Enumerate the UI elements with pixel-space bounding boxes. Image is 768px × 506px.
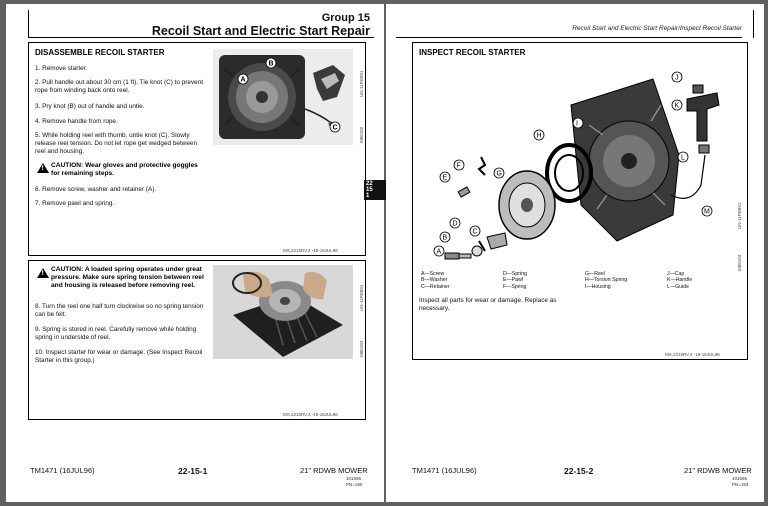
step-6: 6. Remove screw, washer and retainer (A). [35, 186, 157, 193]
step-10: 10. Inspect starter for wear or damage. (See Inspect Recoil Starter in this group.) [35, 349, 203, 365]
header-rule [28, 10, 29, 38]
caution-goggles: CAUTION: Wear gloves and protective goggles for remaining steps. [51, 162, 198, 178]
step-4: 4. Remove handle from rope. [35, 118, 118, 125]
warning-icon [37, 163, 49, 173]
photo-code-date: UN-11FEB91 [737, 202, 742, 229]
header-rule [753, 10, 754, 38]
svg-text:A: A [436, 248, 442, 256]
warning-icon [37, 268, 49, 278]
svg-text:C: C [472, 228, 478, 236]
legend-item: E—Pawl [503, 277, 523, 284]
footer-code: MX,2215RV,4 -19-16JUL96 [665, 352, 720, 357]
right-page [386, 4, 764, 502]
manual-id: TM1471 (16JUL96) [30, 466, 95, 475]
disassemble-box [28, 42, 366, 256]
exploded-diagram [421, 65, 721, 265]
legend-col-1 [421, 271, 511, 290]
legend-item: B—Washer [421, 277, 448, 284]
legend-col-4 [667, 271, 737, 290]
photo-code: M86103 [359, 340, 364, 357]
step-7: 7. Remove pawl and spring. [35, 200, 115, 207]
photo-code-date: UN-11FEB91 [359, 284, 364, 311]
legend-item: J—Cap [667, 271, 685, 277]
spring-box [28, 260, 366, 420]
footer-date: 101596 [346, 476, 362, 481]
running-head: Recoil Start and Electric Start Repair/Inspect Recoil Starter [572, 25, 742, 32]
inspect-heading: INSPECT RECOIL STARTER [419, 48, 526, 57]
legend-item: K—Handle [667, 277, 693, 284]
legend-item: D—Spring [503, 271, 527, 277]
legend-item: H—Torsion Spring [585, 277, 628, 284]
tab-line: 22 [366, 181, 373, 187]
disassemble-heading: DISASSEMBLE RECOIL STARTER [35, 48, 165, 57]
svg-text:L: L [681, 154, 685, 162]
photo-reel-removal [213, 265, 353, 359]
section-title: Recoil Start and Electric Start Repair [151, 24, 370, 38]
page-number: 22-15-1 [178, 466, 208, 476]
svg-text:B: B [268, 60, 274, 68]
group-number: Group 15 [321, 12, 370, 24]
svg-text:J: J [675, 74, 679, 82]
footer-pn: PN=193 [732, 482, 749, 487]
footer-date: 101596 [732, 476, 748, 481]
tab-line: 1 [366, 193, 370, 199]
legend-item: G—Reel [585, 271, 605, 277]
photo-code: M86102 [359, 126, 364, 143]
svg-text:B: B [442, 234, 448, 242]
manual-id: TM1471 (16JUL96) [412, 466, 477, 475]
svg-text:K: K [674, 102, 680, 110]
photo-code: M86104 [737, 254, 742, 271]
legend-col-3 [585, 271, 669, 290]
legend-item: A—Screw [421, 271, 445, 277]
svg-text:I: I [576, 120, 578, 128]
footer-pn: PN=190 [346, 482, 363, 487]
product-name: 21" RDWB MOWER [300, 466, 368, 475]
tab-line: 15 [366, 187, 373, 193]
legend-item: I—Housing [585, 283, 611, 290]
product-name: 21" RDWB MOWER [684, 466, 752, 475]
step-9: 9. Spring is stored in reel. Carefully remove while holding spring in underside of reel. [35, 326, 197, 342]
legend-item: C—Retainer [421, 283, 450, 290]
svg-text:G: G [496, 170, 502, 178]
inspect-box [412, 42, 748, 360]
svg-text:M: M [704, 208, 710, 216]
photo-code-date: UN-11FEB91 [359, 70, 364, 97]
svg-text:E: E [442, 174, 448, 182]
svg-text:H: H [536, 132, 542, 140]
legend-item: F—Spring [503, 283, 527, 290]
step-8: 8. Turn the reel one half turn clockwise so no spring tension can be felt. [35, 303, 204, 319]
svg-text:C: C [332, 124, 338, 132]
group-title [152, 12, 370, 38]
svg-text:F: F [456, 162, 461, 170]
step-1: 1. Remove starter. [35, 65, 88, 72]
page-number: 22-15-2 [564, 466, 594, 476]
caution-loaded-spring: CAUTION: A loaded spring operates under great pressure. Make sure spring tension between reel and housing is released before removing reel. [51, 266, 204, 290]
svg-text:D: D [452, 220, 458, 228]
svg-text:A: A [240, 76, 246, 84]
inspect-note: Inspect all parts for wear or damage. Replace as necessary. [419, 297, 557, 313]
step-2: 2. Pull handle out about 30 cm (1 ft). Tie knot (C) to prevent rope from winding back onto reel. [35, 79, 204, 95]
left-page [6, 4, 384, 502]
footer-code: MX,2215RV,2 -19-16JUL96 [283, 248, 338, 253]
legend-col-2 [503, 271, 583, 290]
header-rule [396, 37, 742, 38]
legend-item: L—Guide [667, 283, 689, 290]
step-5: 5. While holding reel with thumb, untie knot (C). Slowly release reel tension. Do not let rope get wedged between reel and housing. [35, 132, 198, 156]
step-3: 3. Pry knot (B) out of handle and untie. [35, 103, 145, 110]
photo-starter-housing [213, 49, 353, 145]
footer-code: MX,2215RV,3 -19-16JUL96 [283, 412, 338, 417]
